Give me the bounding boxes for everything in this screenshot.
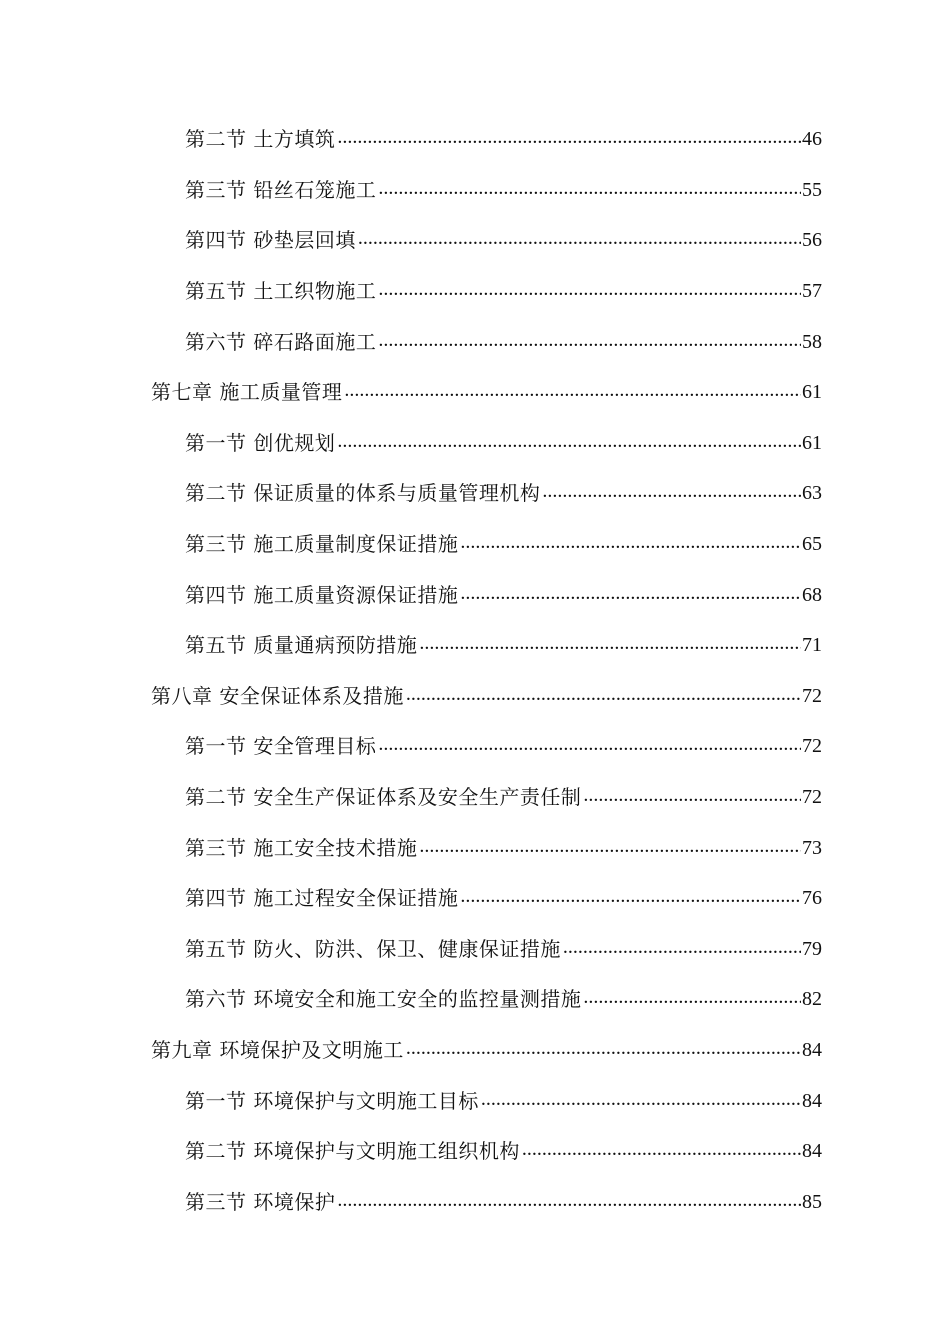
dot-leader bbox=[378, 736, 801, 756]
toc-entry[interactable] bbox=[0, 468, 950, 519]
dot-leader bbox=[406, 686, 801, 706]
toc-entry[interactable] bbox=[0, 1075, 950, 1126]
toc-page-number: 58 bbox=[802, 330, 822, 353]
toc-entry-title: 第二节 环境保护与文明施工组织机构 bbox=[185, 1139, 520, 1164]
toc-entry[interactable] bbox=[0, 974, 950, 1025]
toc-entry-title: 第七章 施工质量管理 bbox=[151, 380, 343, 405]
dot-leader bbox=[344, 382, 801, 402]
toc-entry-title: 第五节 防火、防洪、保卫、健康保证措施 bbox=[185, 936, 561, 961]
toc-page-number: 73 bbox=[802, 836, 822, 859]
dot-leader bbox=[378, 180, 801, 200]
toc-page-number: 84 bbox=[802, 1038, 822, 1061]
toc-entry-title: 第六节 环境安全和施工安全的监控量测措施 bbox=[185, 987, 582, 1012]
toc-page-number: 61 bbox=[802, 381, 822, 404]
dot-leader bbox=[481, 1091, 801, 1111]
toc-entry-title: 第五节 质量通病预防措施 bbox=[185, 633, 418, 658]
toc-entry-title: 第二节 保证质量的体系与质量管理机构 bbox=[185, 481, 541, 506]
toc-chapter-entry[interactable] bbox=[0, 1025, 950, 1076]
toc-page-number: 56 bbox=[802, 229, 822, 252]
toc-page-number: 79 bbox=[802, 937, 822, 960]
toc-chapter-entry[interactable] bbox=[0, 671, 950, 722]
toc-page-number: 71 bbox=[802, 634, 822, 657]
toc-entry-title: 第八章 安全保证体系及措施 bbox=[151, 683, 404, 708]
toc-entry-title: 第三节 施工安全技术措施 bbox=[185, 835, 418, 860]
dot-leader bbox=[563, 939, 801, 959]
toc-page-number: 63 bbox=[802, 482, 822, 505]
toc-page-number: 76 bbox=[802, 887, 822, 910]
toc-entry-title: 第一节 环境保护与文明施工目标 bbox=[185, 1088, 479, 1113]
toc-entry-title: 第一节 创优规划 bbox=[185, 430, 336, 455]
toc-page-number: 84 bbox=[802, 1140, 822, 1163]
toc-entry[interactable] bbox=[0, 114, 950, 165]
dot-leader bbox=[337, 129, 801, 149]
toc-page-number: 68 bbox=[802, 583, 822, 606]
toc-entry[interactable] bbox=[0, 620, 950, 671]
toc-entry[interactable] bbox=[0, 924, 950, 975]
toc-page-number: 46 bbox=[802, 128, 822, 151]
dot-leader bbox=[378, 281, 801, 301]
dot-leader bbox=[583, 989, 801, 1009]
toc-entry-title: 第一节 安全管理目标 bbox=[185, 734, 377, 759]
toc-entry-title: 第三节 施工质量制度保证措施 bbox=[185, 532, 459, 557]
toc-page-number: 72 bbox=[802, 684, 822, 707]
dot-leader bbox=[460, 585, 801, 605]
table-of-contents bbox=[0, 114, 950, 1227]
toc-page-number: 85 bbox=[802, 1190, 822, 1213]
toc-entry[interactable] bbox=[0, 519, 950, 570]
toc-entry[interactable] bbox=[0, 1176, 950, 1227]
toc-entry[interactable] bbox=[0, 418, 950, 469]
toc-entry-title: 第二节 土方填筑 bbox=[185, 127, 336, 152]
dot-leader bbox=[419, 838, 801, 858]
dot-leader bbox=[358, 230, 801, 250]
toc-entry[interactable] bbox=[0, 266, 950, 317]
toc-page-number: 84 bbox=[802, 1089, 822, 1112]
toc-page-number: 55 bbox=[802, 178, 822, 201]
dot-leader bbox=[460, 888, 801, 908]
toc-entry-title: 第四节 砂垫层回填 bbox=[185, 228, 356, 253]
toc-entry-title: 第三节 铅丝石笼施工 bbox=[185, 177, 377, 202]
toc-page-number: 72 bbox=[802, 786, 822, 809]
toc-entry-title: 第四节 施工过程安全保证措施 bbox=[185, 886, 459, 911]
toc-page-number: 61 bbox=[802, 431, 822, 454]
toc-entry[interactable] bbox=[0, 873, 950, 924]
toc-entry[interactable] bbox=[0, 721, 950, 772]
toc-chapter-entry[interactable] bbox=[0, 367, 950, 418]
dot-leader bbox=[406, 1040, 801, 1060]
toc-entry[interactable] bbox=[0, 569, 950, 620]
toc-entry-title: 第六节 碎石路面施工 bbox=[185, 329, 377, 354]
toc-page-number: 82 bbox=[802, 988, 822, 1011]
toc-entry-title: 第五节 土工织物施工 bbox=[185, 279, 377, 304]
toc-page-number: 72 bbox=[802, 735, 822, 758]
toc-entry[interactable] bbox=[0, 772, 950, 823]
dot-leader bbox=[542, 483, 801, 503]
toc-entry[interactable] bbox=[0, 1126, 950, 1177]
toc-entry[interactable] bbox=[0, 822, 950, 873]
dot-leader bbox=[337, 1192, 801, 1212]
toc-entry-title: 第九章 环境保护及文明施工 bbox=[151, 1037, 404, 1062]
toc-page-number: 57 bbox=[802, 280, 822, 303]
dot-leader bbox=[522, 1141, 801, 1161]
toc-entry-title: 第二节 安全生产保证体系及安全生产责任制 bbox=[185, 785, 582, 810]
dot-leader bbox=[460, 534, 801, 554]
toc-entry[interactable] bbox=[0, 316, 950, 367]
toc-page-number: 65 bbox=[802, 533, 822, 556]
dot-leader bbox=[419, 635, 801, 655]
dot-leader bbox=[378, 332, 801, 352]
toc-entry[interactable] bbox=[0, 165, 950, 216]
dot-leader bbox=[583, 787, 801, 807]
dot-leader bbox=[337, 433, 801, 453]
toc-entry-title: 第四节 施工质量资源保证措施 bbox=[185, 582, 459, 607]
toc-entry-title: 第三节 环境保护 bbox=[185, 1189, 336, 1214]
toc-entry[interactable] bbox=[0, 215, 950, 266]
